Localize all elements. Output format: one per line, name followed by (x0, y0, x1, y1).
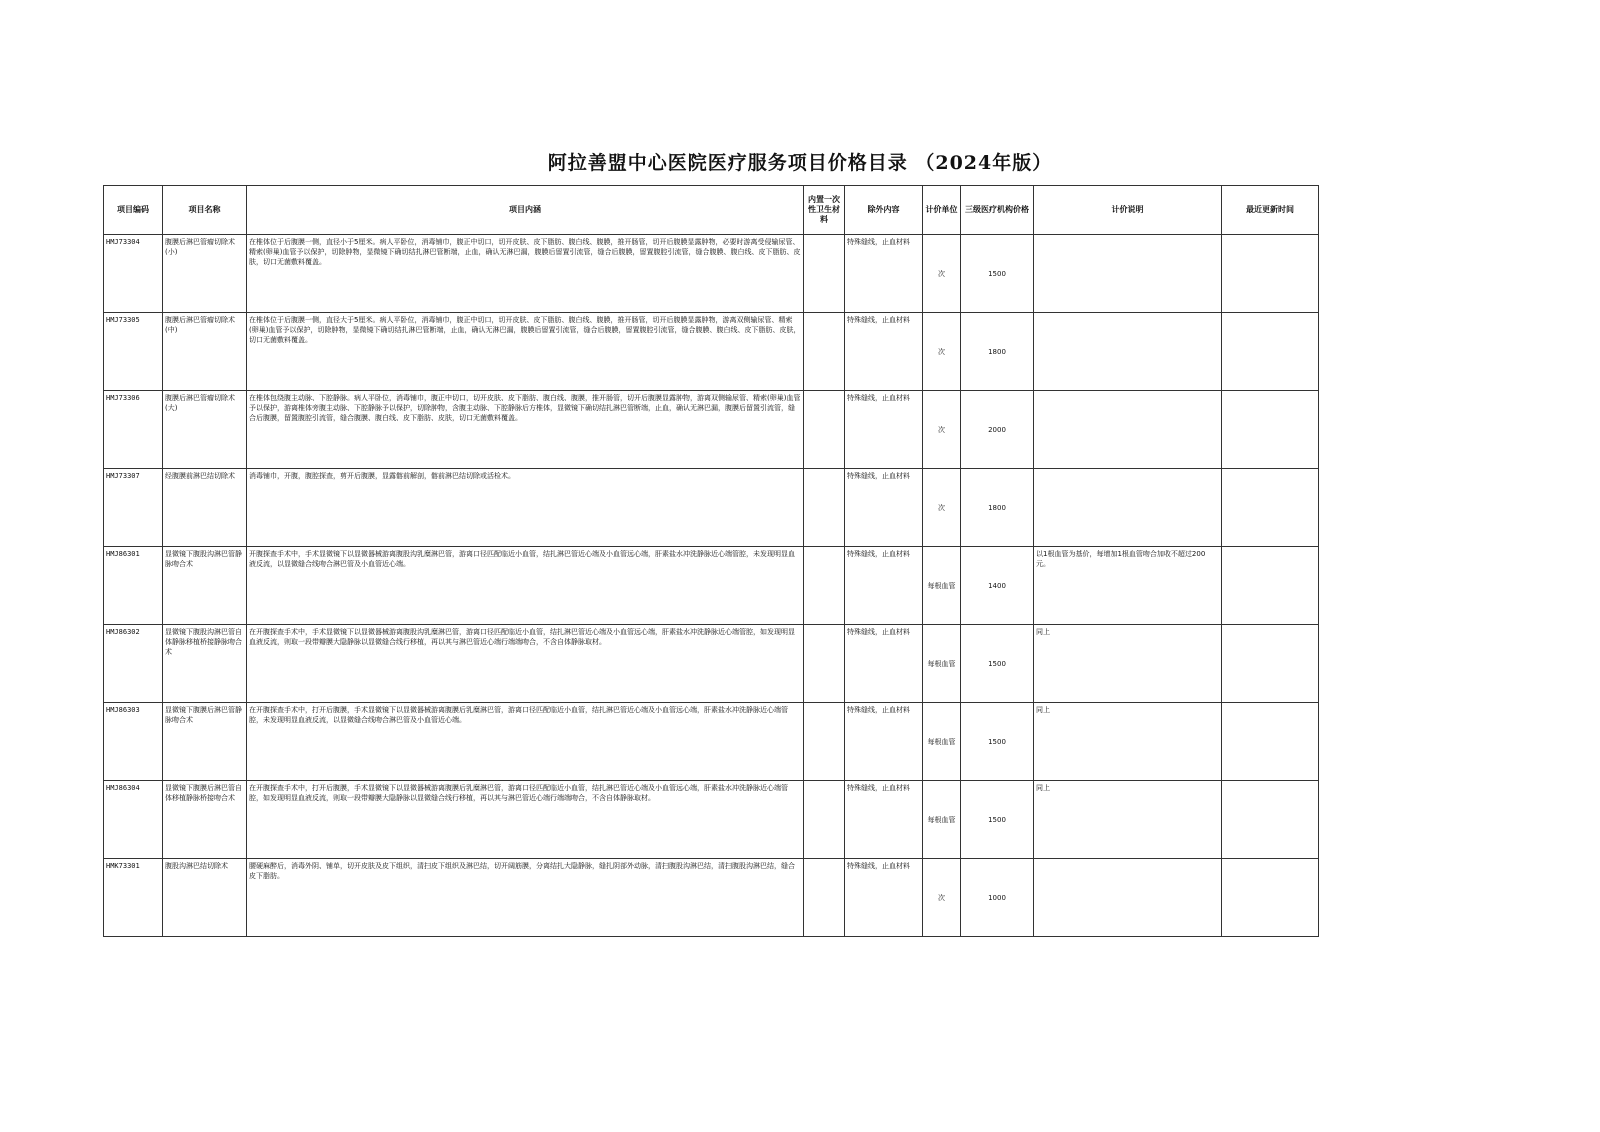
cell-content: 腰硬麻醉后，消毒外阴、铺单，切开皮肤及皮下组织，清扫皮下组织及淋巴结，切开阔筋膜，分离结扎大隐静脉，缝扎阴部外动脉，清扫腹股沟淋巴结，清扫腹股沟淋巴结，缝合皮下脂肪。 (247, 859, 804, 937)
cell-name: 显微镜下腹膜后淋巴管静脉吻合术 (163, 703, 247, 781)
cell-code: HMK73301 (104, 859, 163, 937)
cell-code: HMJ73305 (104, 313, 163, 391)
cell-code: HMJ73307 (104, 469, 163, 547)
table-row (104, 469, 1319, 547)
cell-exclusion: 特殊缝线，止血材料 (845, 235, 923, 313)
cell-updated (1222, 859, 1319, 937)
table-header-row (104, 186, 1319, 235)
table-row (104, 235, 1319, 313)
cell-price: 1400 (961, 547, 1034, 625)
cell-exclusion: 特殊缝线，止血材料 (845, 469, 923, 547)
header-content: 项目内涵 (247, 186, 804, 235)
cell-unit: 每根血管 (923, 625, 961, 703)
cell-exclusion: 特殊缝线，止血材料 (845, 625, 923, 703)
header-updated: 最近更新时间 (1222, 186, 1319, 235)
header-unit: 计价单位 (923, 186, 961, 235)
cell-unit: 每根血管 (923, 703, 961, 781)
cell-material (804, 859, 845, 937)
table-row (104, 781, 1319, 859)
cell-note (1034, 235, 1222, 313)
header-material: 内置一次性卫生材料 (804, 186, 845, 235)
cell-price: 1500 (961, 235, 1034, 313)
cell-content: 开腹探查手术中，手术显微镜下以显微器械游离腹股沟乳糜淋巴管，游离口径匹配临近小血管，结扎淋巴管近心端及小血管远心端，肝素盐水冲洗静脉近心端管腔，未发现明显血液反流，以显微缝合线吻合淋巴管及小血管近心端。 (247, 547, 804, 625)
cell-code: HMJ73306 (104, 391, 163, 469)
cell-exclusion: 特殊缝线，止血材料 (845, 781, 923, 859)
cell-price: 2000 (961, 391, 1034, 469)
cell-note (1034, 313, 1222, 391)
cell-updated (1222, 313, 1319, 391)
table-row (104, 703, 1319, 781)
header-exclusion: 除外内容 (845, 186, 923, 235)
table-row (104, 625, 1319, 703)
cell-content: 在开腹探查手术中，手术显微镜下以显微器械游离腹股沟乳糜淋巴管，游离口径匹配临近小血管，结扎淋巴管近心端及小血管远心端，肝素盐水冲洗静脉近心端管腔，如发现明显血液反流，则取一段带瓣膜大隐静脉以显微缝合线行移植，再以其与淋巴管近心端行端端吻合，不含自体静脉取材。 (247, 625, 804, 703)
cell-name: 显微镜下腹股沟淋巴管自体静脉移植桥接静脉吻合术 (163, 625, 247, 703)
cell-updated (1222, 625, 1319, 703)
cell-unit: 次 (923, 469, 961, 547)
cell-price: 1500 (961, 781, 1034, 859)
cell-note: 同上 (1034, 703, 1222, 781)
cell-note: 以1根血管为基价，每增加1根血管吻合加收不超过200元。 (1034, 547, 1222, 625)
cell-material (804, 703, 845, 781)
cell-unit: 次 (923, 235, 961, 313)
cell-note (1034, 391, 1222, 469)
cell-updated (1222, 469, 1319, 547)
price-table (103, 185, 1319, 937)
table-row (104, 859, 1319, 937)
cell-content: 在开腹探查手术中，打开后腹膜，手术显微镜下以显微器械游离腹膜后乳糜淋巴管，游离口径匹配临近小血管，结扎淋巴管近心端及小血管远心端，肝素盐水冲洗静脉近心端管腔，未发现明显血液反流，以显微缝合线吻合淋巴管及小血管近心端。 (247, 703, 804, 781)
cell-code: HMJ86304 (104, 781, 163, 859)
cell-name: 腹膜后淋巴管瘤切除术(小) (163, 235, 247, 313)
cell-name: 腹股沟淋巴结切除术 (163, 859, 247, 937)
cell-price: 1000 (961, 859, 1034, 937)
cell-material (804, 547, 845, 625)
header-price: 三级医疗机构价格 (961, 186, 1034, 235)
cell-exclusion: 特殊缝线，止血材料 (845, 391, 923, 469)
cell-exclusion: 特殊缝线，止血材料 (845, 547, 923, 625)
cell-price: 1800 (961, 469, 1034, 547)
cell-material (804, 625, 845, 703)
cell-price: 1500 (961, 703, 1034, 781)
cell-unit: 次 (923, 859, 961, 937)
cell-code: HMJ86301 (104, 547, 163, 625)
cell-updated (1222, 391, 1319, 469)
cell-updated (1222, 703, 1319, 781)
cell-content: 在椎体位于后腹膜一侧，直径小于5厘米。病人平卧位，消毒铺巾，腹正中切口，切开皮肤、皮下脂肪、腹白线、腹膜，推开肠管，切开后腹膜显露肿物，必要时游离受侵输尿管、精索(卵巢)血管予以保护，切除肿物，显微镜下确切结扎淋巴管断端，止血，确认无淋巴漏，腹膜后留置引流管，缝合后腹膜，留置腹腔引流管，缝合腹膜、腹白线、皮下脂肪、皮肤，切口无菌敷料覆盖。 (247, 235, 804, 313)
cell-updated (1222, 235, 1319, 313)
table-row (104, 391, 1319, 469)
cell-content: 在椎体包绕腹主动脉、下腔静脉。病人平卧位，消毒铺巾，腹正中切口，切开皮肤、皮下脂肪、腹白线、腹膜，推开肠管，切开后腹膜显露肿物，游离双侧输尿管、精索(卵巢)血管予以保护，游离椎体旁腹主动脉、下腔静脉予以保护，切除肿物，含腹主动脉、下腔静脉后方椎体，显微镜下确切结扎淋巴管断端，止血，确认无淋巴漏，腹膜后留置引流管，缝合后腹膜，留置腹腔引流管，缝合腹膜、腹白线、皮下脂肪、皮肤，切口无菌敷料覆盖。 (247, 391, 804, 469)
cell-exclusion: 特殊缝线，止血材料 (845, 313, 923, 391)
cell-updated (1222, 781, 1319, 859)
page-title: 阿拉善盟中心医院医疗服务项目价格目录 （2024年版） (547, 152, 1053, 174)
cell-code: HMJ86302 (104, 625, 163, 703)
table-row (104, 313, 1319, 391)
cell-unit: 每根血管 (923, 781, 961, 859)
cell-name: 显微镜下腹膜后淋巴管自体移植静脉桥接吻合术 (163, 781, 247, 859)
header-name: 项目名称 (163, 186, 247, 235)
cell-material (804, 469, 845, 547)
cell-name: 腹膜后淋巴管瘤切除术(大) (163, 391, 247, 469)
cell-exclusion: 特殊缝线，止血材料 (845, 703, 923, 781)
cell-note (1034, 469, 1222, 547)
cell-note: 同上 (1034, 625, 1222, 703)
cell-material (804, 391, 845, 469)
cell-price: 1500 (961, 625, 1034, 703)
cell-updated (1222, 547, 1319, 625)
header-code: 项目编码 (104, 186, 163, 235)
cell-code: HMJ86303 (104, 703, 163, 781)
cell-exclusion: 特殊缝线，止血材料 (845, 859, 923, 937)
cell-note: 同上 (1034, 781, 1222, 859)
cell-content: 在开腹探查手术中，打开后腹膜，手术显微镜下以显微器械游离腹膜后乳糜淋巴管，游离口径匹配临近小血管，结扎淋巴管近心端及小血管远心端，肝素盐水冲洗静脉近心端管腔，如发现明显血液反流，则取一段带瓣膜大隐静脉以显微缝合线行移植，再以其与淋巴管近心端行端端吻合，不含自体静脉取材。 (247, 781, 804, 859)
cell-unit: 次 (923, 313, 961, 391)
cell-content: 消毒铺巾，开腹，腹腔探查，剪开后腹膜，显露髂前解剖，髂前淋巴结切除或活检术。 (247, 469, 804, 547)
table-row (104, 547, 1319, 625)
cell-unit: 每根血管 (923, 547, 961, 625)
cell-name: 经腹膜前淋巴结切除术 (163, 469, 247, 547)
cell-name: 腹膜后淋巴管瘤切除术(中) (163, 313, 247, 391)
cell-material (804, 781, 845, 859)
cell-unit: 次 (923, 391, 961, 469)
cell-name: 显微镜下腹股沟淋巴管静脉吻合术 (163, 547, 247, 625)
cell-note (1034, 859, 1222, 937)
cell-content: 在椎体位于后腹膜一侧，直径大于5厘米。病人平卧位，消毒铺巾，腹正中切口，切开皮肤、皮下脂肪、腹白线、腹膜，推开肠管，切开后腹膜显露肿物，游离双侧输尿管、精索(卵巢)血管予以保护，切除肿物，显微镜下确切结扎淋巴管断端，止血，确认无淋巴漏，腹膜后留置引流管，缝合后腹膜，留置腹腔引流管，缝合腹膜、腹白线、皮下脂肪、皮肤，切口无菌敷料覆盖。 (247, 313, 804, 391)
cell-material (804, 313, 845, 391)
header-note: 计价说明 (1034, 186, 1222, 235)
cell-price: 1800 (961, 313, 1034, 391)
cell-material (804, 235, 845, 313)
cell-code: HMJ73304 (104, 235, 163, 313)
